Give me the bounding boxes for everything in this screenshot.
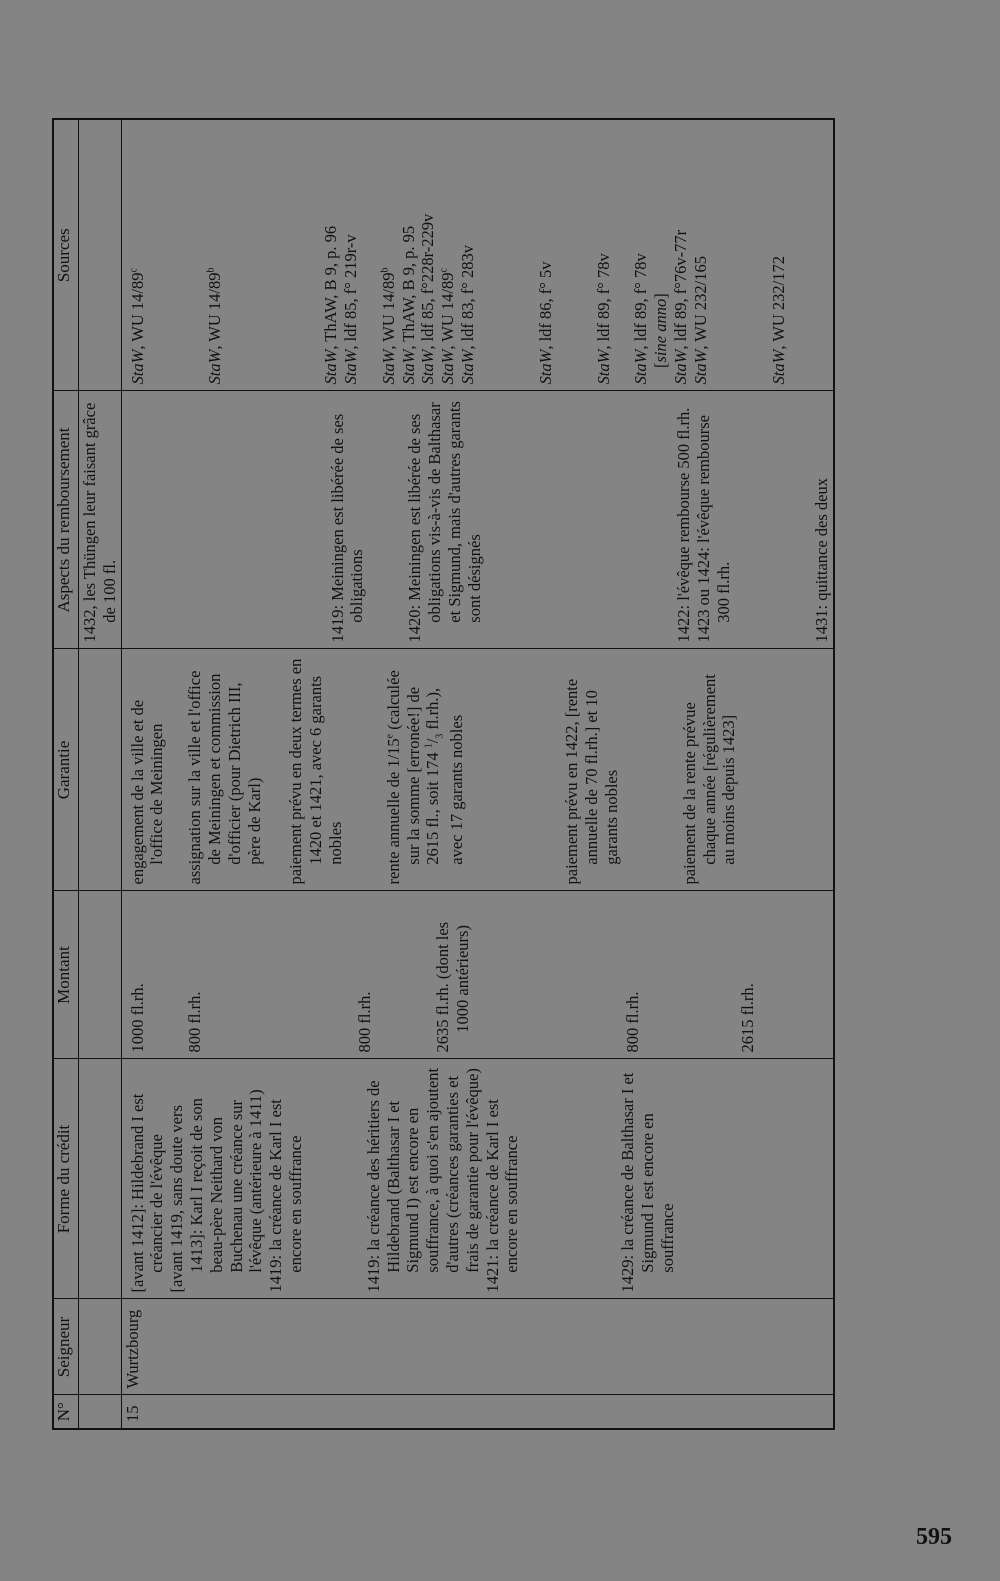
source-entry: StaW, ldf 89, f° 78v — [593, 253, 613, 385]
forme-cell — [121, 1059, 833, 1299]
montant-entry: 800 fl.rh. — [355, 991, 375, 1053]
page-number: 595 — [916, 1524, 952, 1550]
table-row — [121, 119, 833, 1429]
source-entry: StaW, ldf 89, f° 78v — [631, 253, 651, 385]
aspects-cell — [121, 391, 833, 649]
aspects-entry: 1423 ou 1424: l'évêque rembourse 300 fl.rh. — [694, 414, 733, 643]
source-entry: StaW, WU 232/165 — [690, 256, 710, 385]
credit-table — [52, 118, 835, 1430]
source-entry: StaW, WU 14/89$^c$ — [127, 268, 147, 385]
header-garantie: Garantie — [53, 649, 79, 891]
source-entry: StaW, ldf 89, f°76v-77r — [670, 229, 690, 385]
header-montant: Montant — [53, 891, 79, 1059]
source-entry: StaW, WU 14/89$^b$ — [378, 267, 398, 385]
aspects-entry: 1420: Meiningen est libérée de ses obligations vis-à-vis de Balthasar et Sigmund, mais d'autres garants sont désignés — [405, 401, 484, 643]
header-forme: Forme du crédit — [53, 1059, 79, 1299]
source-entry: StaW, ThAW, B 9, p. 96 — [321, 225, 341, 385]
montant-entry: 800 fl.rh. — [185, 991, 205, 1053]
source-entry: StaW, ThAW, B 9, p. 95 — [398, 225, 418, 385]
aspects-entry: 1431: quittance des deux — [811, 477, 831, 643]
montant-entry: 2615 fl.rh. — [738, 983, 758, 1053]
header-aspects: Aspects du remboursement — [53, 391, 79, 649]
garantie-entry: assignation sur la ville et l'office de Meiningen et commission d'officier (pour Dietrich III, père de Karl) — [185, 670, 264, 885]
garantie-entry: paiement prévu en 1422, [rente annuelle de 70 fl.rh.] et 10 garants nobles — [562, 678, 622, 885]
forme-entry: 1421: la créance de Karl I est encore en souffrance — [482, 1099, 522, 1293]
continuation-row — [79, 119, 122, 1429]
montant-entry: 800 fl.rh. — [622, 991, 642, 1053]
garantie-entry: engagement de la ville et de l'office de Meiningen — [127, 699, 167, 885]
forme-entry: [avant 1419, sans doute vers 1413]: Karl I reçoit de son beau-père Neithard von Buchenau une créance sur l'évêque (antérieure à 1411) — [167, 1089, 266, 1293]
montant-entry: 1000 fl.rh. — [127, 983, 147, 1053]
row-number: 15 — [121, 1395, 833, 1429]
forme-entry: 1429: la créance de Balthasar I et Sigmund I est encore en souffrance — [618, 1072, 677, 1293]
header-row — [53, 119, 79, 1429]
garantie-4-part1: rente annuelle de 1/15e (calculée sur la somme [erronée!] de 2615 fl., soit 174 $^1/_3$ fl.rh.), avec 17 garants nobles — [383, 670, 466, 885]
montant-entry: 2635 fl.rh. (dont les 1000 antérieurs) — [432, 921, 472, 1053]
prev-aspect: 1432, les Thüngen leur faisant grâce de 100 fl. — [80, 402, 119, 643]
header-seigneur: Seigneur — [53, 1299, 79, 1395]
source-entry: StaW, ldf 86, f° 5v — [535, 261, 555, 385]
header-no: N° — [53, 1395, 79, 1429]
garantie-entry: paiement prévu en deux termes en 1420 et 1421, avec 6 garants nobles — [286, 658, 345, 885]
source-entry: StaW, WU 232/172 — [768, 256, 788, 385]
source-entry: StaW, WU 14/89$^b$ — [205, 267, 225, 385]
sources-cell — [121, 119, 833, 391]
forme-entry: 1419: la créance des héritiers de Hildebrand (Balthasar I et Sigmund I) est encore en souffrance, à quoi s'en ajoutent d'autres (créances garanties et frais de garantie pour l'évêque) — [363, 1067, 482, 1293]
prev-aspect-cell — [79, 391, 122, 649]
montant-cell — [121, 891, 833, 1059]
source-entry: StaW, ldf 83, f° 283v — [457, 244, 477, 385]
forme-entry: [avant 1412]: Hildebrand I est créancier de l'évêque — [127, 1093, 167, 1293]
garantie-cell — [121, 649, 833, 891]
source-entry: StaW, ldf 85, f° 219r-v — [340, 234, 360, 385]
aspects-entry: 1419: Meiningen est libérée de ses obligations — [327, 413, 367, 643]
aspects-entry: 1422: l'évêque rembourse 500 fl.rh. — [674, 407, 694, 643]
source-entry: StaW, ldf 85, f°228r-229v — [418, 213, 438, 385]
forme-entry: 1419: la créance de Karl I est encore en souffrance — [266, 1099, 305, 1293]
garantie-entry — [384, 656, 467, 885]
source-entry: [sine anno] — [651, 293, 671, 368]
garantie-entry: paiement de la rente prévue chaque année [régulièrement au moins depuis 1423] — [679, 674, 739, 885]
row-seigneur: Wurtzbourg — [121, 1299, 833, 1395]
rotated-table-wrapper — [52, 120, 937, 1430]
source-entry: StaW, WU 14/89$^c$ — [438, 268, 458, 385]
header-sources: Sources — [53, 119, 79, 391]
